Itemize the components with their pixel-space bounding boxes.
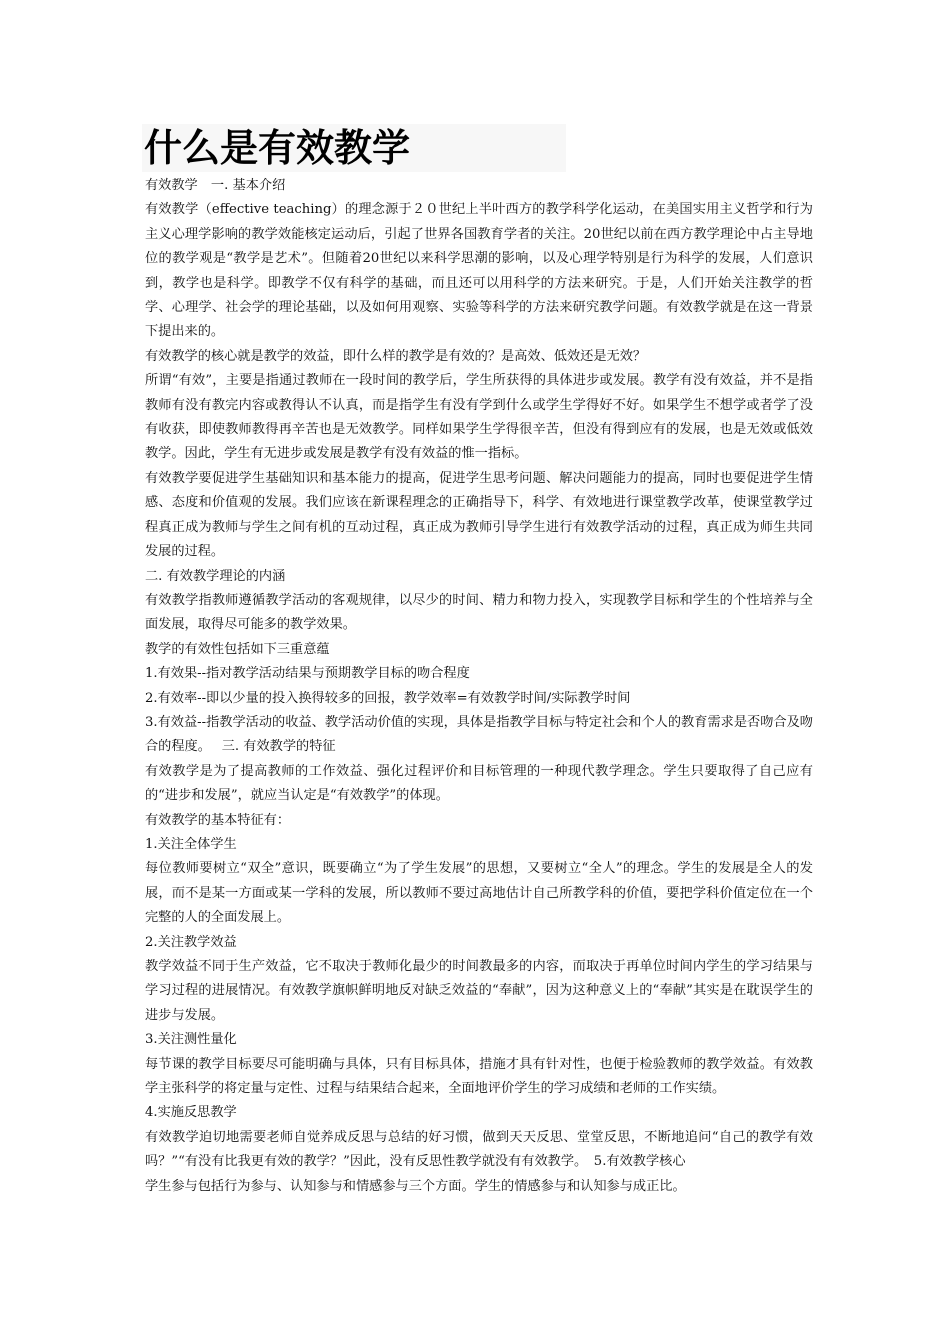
paragraph-promote-development: 有效教学要促进学生基础知识和基本能力的提高，促进学生思考问题、解决问题能力的提高，同时也要促进学生情感、态度和价值观的发展。我们应该在新课程理念的正确指导下，科学、有效地进行课堂教学改革，使课堂教学过程真正成为教师与学生之间有机的互动过程，真正成为教师引导学生进行有效教学活动的过程，真正成为师生共同发展的过程。 <box>145 470 813 560</box>
paragraph-core-question: 有效教学的核心就是教学的效益，即什么样的教学是有效的？是高效、低效还是无效？ <box>145 348 647 364</box>
paragraph-modern-concept: 有效教学是为了提高教师的工作效益、强化过程评价和目标管理的一种现代教学理念。学生只要取得了自己应有的“进步和发展”，就应当认定是“有效教学”的体现。 <box>145 763 813 804</box>
feature-heading-measurement: 3.关注测性量化 <box>145 1032 237 1048</box>
feature-heading-all-students: 1.关注全体学生 <box>145 836 237 852</box>
section-theory-heading: 二. 有效教学理论的内涵 <box>145 568 286 584</box>
paragraph-origin: 有效教学（effective teaching）的理念源于２０世纪上半叶西方的教学科学化运动，在美国实用主义哲学和行为主义心理学影响的教学效能核定运动后，引起了世界各国教育学者的关注。20世纪以前在西方教学理论中占主导地位的教学观是“教学是艺术”。但随着20世纪以来科学思潮的影响，以及心理学特别是行为科学的发展，人们意识到，教学也是科学。即教学不仅有科学的基础，而且还可以用科学的方法来研究。于是，人们开始关注教学的哲学、心理学、社会学的理论基础，以及如何用观察、实验等科学的方法来研究教学问题。有效教学就是在这一背景下提出来的。 <box>145 202 813 340</box>
paragraph-three-meanings: 教学的有效性包括如下三重意蕴 <box>145 641 330 657</box>
paragraph-theory-definition: 有效教学指教师遵循教学活动的客观规律，以尽少的时间、精力和物力投入，实现教学目标和学生的个性培养与全面发展，取得尽可能多的教学效果。 <box>145 592 813 633</box>
paragraph-basic-features: 有效教学的基本特征有： <box>145 812 291 828</box>
feature-heading-reflection: 4.实施反思教学 <box>145 1105 237 1121</box>
section-intro-heading: 有效教学 一. 基本介绍 <box>145 178 286 193</box>
feature-heading-teaching-benefit: 2.关注教学效益 <box>145 934 237 950</box>
paragraph-participation: 学生参与包括行为参与、认知参与和情感参与三个方面。学生的情感参与和认知参与成正比。 <box>145 1178 686 1194</box>
list-item-effect: 1.有效果--指对教学活动结果与预期教学目标的吻合程度 <box>145 666 470 682</box>
paragraph-all-students: 每位教师要树立“双全”意识，既要确立“为了学生发展”的思想，又要树立“全人”的理念。学生的发展是全人的发展，而不是某一方面或某一学科的发展，所以教师不要过高地估计自己所教学科的价值，要把学科价值定位在一个完整的人的全面发展上。 <box>145 861 813 926</box>
paragraph-effective-meaning: 所谓“有效”，主要是指通过教师在一段时间的教学后，学生所获得的具体进步或发展。教学有没有效益，并不是指教师有没有教完内容或教得认不认真，而是指学生有没有学到什么或学生学得好不好。如果学生不想学或者学了没有收获，即使教师教得再辛苦也是无效教学。同样如果学生学得很辛苦，但没有得到应有的发展，也是无效或低效教学。因此，学生有无进步或发展是教学有没有效益的惟一指标。 <box>145 373 813 462</box>
paragraph-measurement: 每节课的教学目标要尽可能明确与具体，只有目标具体，措施才具有针对性，也便于检验教师的教学效益。有效教学主张科学的将定量与定性、过程与结果结合起来，全面地评价学生的学习成绩和老师的工作实绩。 <box>145 1056 813 1097</box>
paragraph-teaching-benefit: 教学效益不同于生产效益，它不取决于教师化最少的时间教最多的内容，而取决于再单位时间内学生的学习结果与学习过程的进展情况。有效教学旗帜鲜明地反对缺乏效益的“奉献”，因为这种意义上的“奉献”其实是在耽误学生的进步与发展。 <box>145 959 813 1023</box>
document-body <box>145 174 813 1199</box>
list-item-benefit: 3.有效益--指教学活动的收益、教学活动价值的实现，具体是指教学目标与特定社会和个人的教育需求是否吻合及吻合的程度。 三. 有效教学的特征 <box>145 714 813 755</box>
title-highlight <box>142 124 566 172</box>
paragraph-reflection: 有效教学迫切地需要老师自觉养成反思与总结的好习惯，做到天天反思、堂堂反思，不断地追问“自己的教学有效吗？”“有没有比我更有效的教学？”因此，没有反思性教学就没有有效教学。 5.有效教学核心 <box>145 1129 813 1170</box>
list-item-efficiency: 2.有效率--即以少量的投入换得较多的回报，教学效率=有效教学时间/实际教学时间 <box>145 690 631 706</box>
page-title: 什么是有效教学 <box>144 126 411 170</box>
